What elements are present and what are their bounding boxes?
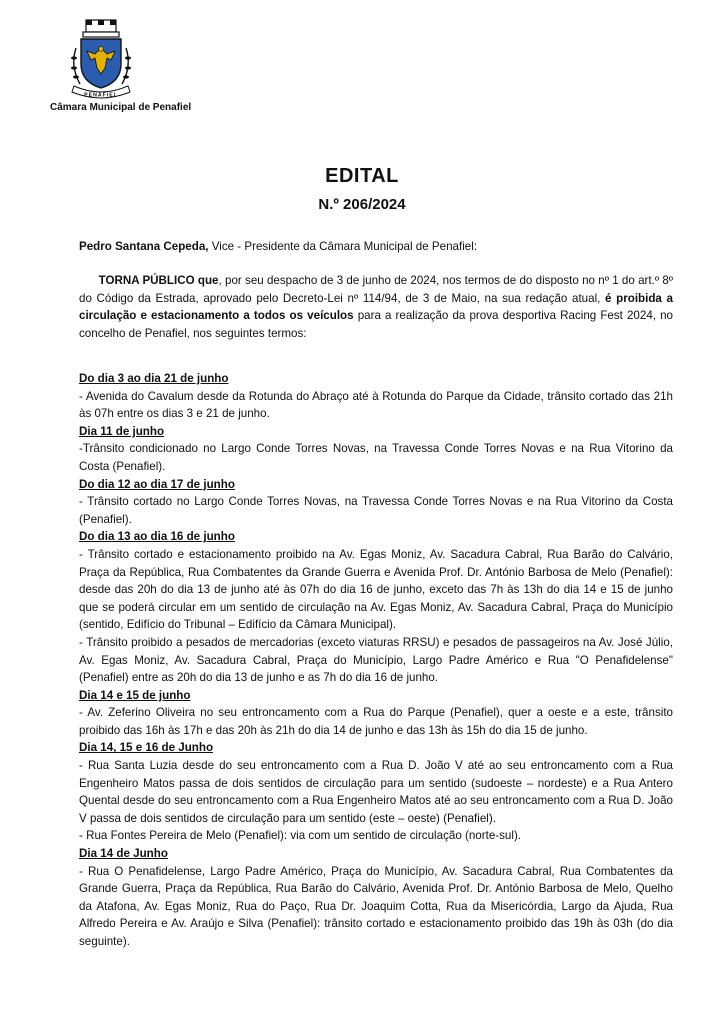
penafiel-coat-of-arms-logo <box>66 18 136 102</box>
restriction-section <box>79 370 673 423</box>
restriction-section <box>79 423 673 476</box>
restriction-section <box>79 845 673 951</box>
document-number: N.º 206/2024 <box>318 196 406 213</box>
section-text: - Trânsito cortado no Largo Conde Torres Novas, na Travessa Conde Torres Novas e na Rua Vitorino da Costa (Penafiel). <box>79 495 673 526</box>
logo-banner-text: PENAFIEL <box>84 92 118 99</box>
section-text: -Trânsito condicionado no Largo Conde Torres Novas, na Travessa Conde Torres Novas e na Rua Vitorino da Costa (Penafiel). <box>79 442 673 473</box>
announcement-text-2: para a realização da prova desportiva Racing Fest 2024, no concelho de Penafiel, nos seguintes termos: <box>79 309 673 340</box>
section-date-heading: Do dia 12 ao dia 17 de junho <box>79 477 235 491</box>
section-date-heading: Do dia 3 ao dia 21 de junho <box>79 372 229 385</box>
signatory-name: Pedro Santana Cepeda, <box>79 240 209 253</box>
restriction-section <box>79 476 673 529</box>
section-date-heading: Dia 11 de junho <box>79 424 165 438</box>
section-text: - Trânsito proibido a pesados de mercadorias (exceto viaturas RRSU) e pesados de passageiros na Av. José Júlio, Av. Egas Moniz, Av. Sacadura Cabral, Praça do Município, Largo Padre Américo e Rua "O Penafidelense" (Penafiel) entre as 20h do dia 13 de junho e as 7h do dia 16 de junho. <box>79 635 673 685</box>
section-date-heading: Dia 14, 15 e 16 de Junho <box>79 741 214 755</box>
restriction-section <box>79 739 673 845</box>
section-date-heading: Do dia 13 ao dia 16 de junho <box>79 530 235 544</box>
announcement-paragraph <box>79 272 673 342</box>
section-date-heading: Dia 14 de Junho <box>79 847 168 861</box>
section-text: - Trânsito cortado e estacionamento proibido na Av. Egas Moniz, Av. Sacadura Cabral, Rua Barão do Calvário, Praça da República, Rua Combatentes da Grande Guerra e Avenida Prof. Dr. António Barbosa de Melo (Penafiel): desde das 20h do dia 13 de junho até às 07h do dia 16 de junho, exceto das 7h às 13h do dia 14 e 15 de junho que se poderá circular em um sentido de circulação na Av. Egas Moniz, Av. Sacadura Cabral, Praça do Município (sentido, Edifício do Tribunal – Edifício da Câmara Municipal). <box>79 547 673 632</box>
section-text: - Rua Fontes Pereira de Melo (Penafiel): via com um sentido de circulação (norte-sul). <box>79 829 522 843</box>
municipality-name: Câmara Municipal de Penafiel <box>50 102 192 113</box>
restrictions-list <box>79 370 673 951</box>
restriction-section <box>79 687 673 740</box>
section-text: - Rua Santa Luzia desde do seu entroncamento com a Rua D. João V até ao seu entroncamento com a Rua Engenheiro Matos passa de dois sentidos de circulação para um sentido (sudoeste – nordeste) e a Rua Antero Quental desde do seu entroncamento com a Rua Engenheiro Matos até ao seu entroncamento com a Rua D. João V passa de dois sentidos de circulação para um sentido (este – oeste) (Penafiel). <box>79 759 673 825</box>
announcement-bold: é proibida a circulação e estacionamento a todos os veículos <box>79 291 673 323</box>
announcement-lead: TORNA PÚBLICO que <box>98 274 219 287</box>
document-title: EDITAL <box>325 165 399 187</box>
section-text: - Rua O Penafidelense, Largo Padre Américo, Praça do Município, Av. Sacadura Cabral, Rua Combatentes da Grande Guerra, Praça da República, Rua Barão do Calvário, Avenida Prof. Dr. António Barbosa de Melo, Quelho da Atafona, Av. Egas Moniz, Rua do Paço, Rua Dr. Joaquim Cotta, Rua da Misericórdia, Largo da Ajuda, Rua Alfredo Pereira e Av. Araújo e Silva (Penafiel): trânsito cortado e estacionamento proibido das 19h às 03h (do dia seguinte). <box>79 864 673 948</box>
section-text: - Avenida do Cavalum desde da Rotunda do Abraço até à Rotunda do Parque da Cidade, trânsito cortado das 21h às 07h entre os dias 3 e 21 de junho. <box>79 389 673 421</box>
restriction-section <box>79 528 673 686</box>
signatory-role: Vice - Presidente da Câmara Municipal de Penafiel: <box>208 240 478 253</box>
intro-paragraph <box>79 238 673 256</box>
section-date-heading: Dia 14 e 15 de junho <box>79 688 191 702</box>
announcement-text-1: , por seu despacho de 3 de junho de 2024, nos termos de do disposto no nº 1 do art.º 8º do Código da Estrada, aprovado pelo Decreto-Lei nº 114/94, de 3 de Maio, na sua redação atual, <box>79 274 674 305</box>
section-text: - Av. Zeferino Oliveira no seu entroncamento com a Rua do Parque (Penafiel), quer a oeste e a este, trânsito proibido das 16h às 17h e das 20h às 21h do dia 14 de junho e das 13h às 15h do dia 15 de junho. <box>79 706 673 737</box>
